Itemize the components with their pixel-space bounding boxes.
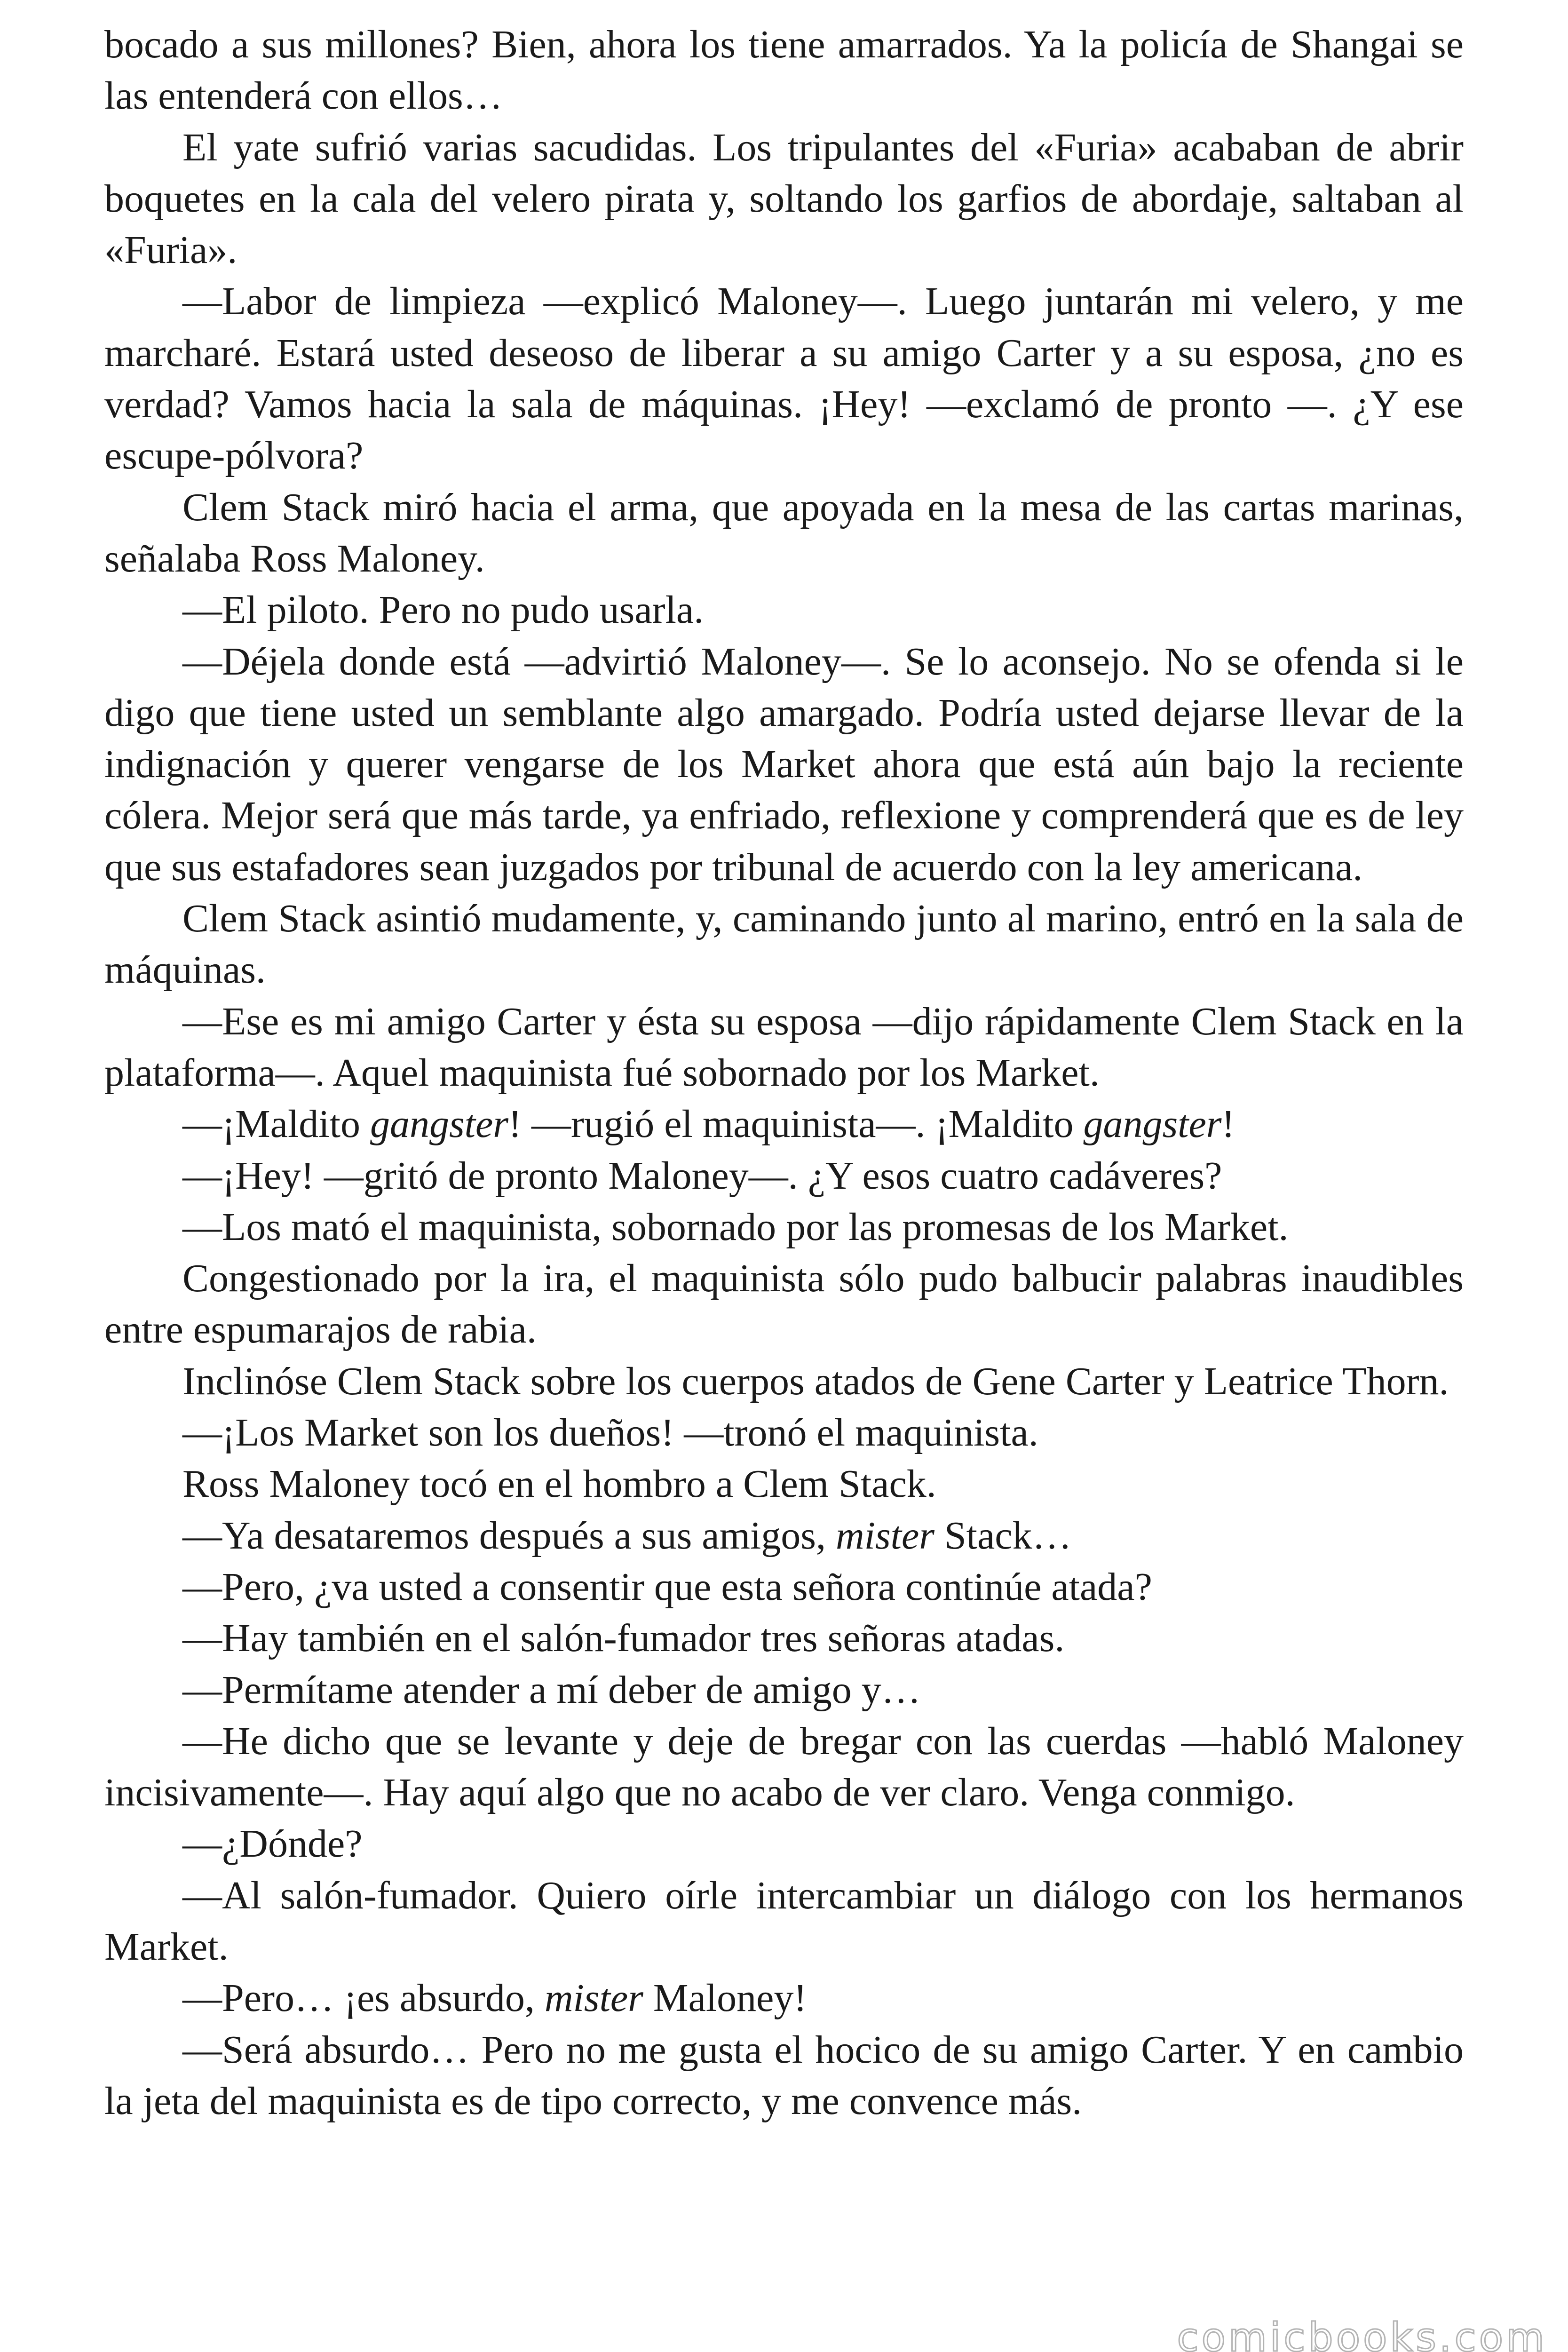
paragraph: El yate sufrió varias sacudidas. Los tripulantes del «Furia» acababan de abrir boquetes en la cala del velero pirata y, soltando los garfios de abordaje, saltaban al «Furia». bbox=[104, 125, 1464, 272]
watermark: comicbooks.com bbox=[1177, 2314, 1547, 2352]
italic-word: gangster bbox=[370, 1102, 508, 1146]
paragraph: Clem Stack miró hacia el arma, que apoyada en la mesa de las cartas marinas, señalaba Ross Maloney. bbox=[104, 485, 1464, 580]
paragraph: —¡Los Market son los dueños! —tronó el maquinista. bbox=[182, 1411, 1038, 1455]
paragraph: —Ese es mi amigo Carter y ésta su esposa —dijo rápidamente Clem Stack en la plataforma—. Aquel maquinista fué sobornado por los Market. bbox=[104, 999, 1464, 1095]
paragraph: —El piloto. Pero no pudo usarla. bbox=[182, 588, 704, 632]
book-page bbox=[104, 19, 1464, 2127]
italic-word: mister bbox=[544, 1976, 643, 2020]
paragraph: —¡Maldito gangster! —rugió el maquinista—. ¡Maldito gangster! bbox=[182, 1102, 1235, 1146]
paragraph: —Ya desataremos después a sus amigos, mister Stack… bbox=[182, 1513, 1072, 1557]
italic-word: mister bbox=[835, 1513, 934, 1557]
paragraph: Ross Maloney tocó en el hombro a Clem Stack. bbox=[182, 1462, 936, 1506]
paragraph: —Hay también en el salón-fumador tres señoras atadas. bbox=[182, 1616, 1065, 1661]
paragraph: —Permítame atender a mí deber de amigo y… bbox=[182, 1668, 921, 1712]
paragraph: —Labor de limpieza —explicó Maloney—. Luego juntarán mi velero, y me marcharé. Estará usted deseoso de liberar a su amigo Carter y a su esposa, ¿no es verdad? Vamos hacia la sala de máquinas. ¡Hey! —exclamó de pronto —. ¿Y ese escupe-pólvora? bbox=[104, 279, 1464, 478]
paragraph: bocado a sus millones? Bien, ahora los tiene amarrados. Ya la policía de Shangai se las entenderá con ellos… bbox=[104, 23, 1464, 118]
paragraph: Inclinóse Clem Stack sobre los cuerpos atados de Gene Carter y Leatrice Thorn. bbox=[182, 1359, 1449, 1403]
paragraph: —¿Dónde? bbox=[182, 1822, 363, 1866]
paragraph: —Será absurdo… Pero no me gusta el hocico de su amigo Carter. Y en cambio la jeta del maquinista es de tipo correcto, y me convence más. bbox=[104, 2027, 1464, 2123]
paragraph: Clem Stack asintió mudamente, y, caminando junto al marino, entró en la sala de máquinas. bbox=[104, 897, 1464, 992]
paragraph: —Pero, ¿va usted a consentir que esta señora continúe atada? bbox=[182, 1565, 1152, 1609]
paragraph: —He dicho que se levante y deje de bregar con las cuerdas —habló Maloney incisivamente—. Hay aquí algo que no acabo de ver claro. Venga conmigo. bbox=[104, 1719, 1464, 1815]
paragraph: —¡Hey! —gritó de pronto Maloney—. ¿Y esos cuatro cadáveres? bbox=[182, 1153, 1222, 1198]
paragraph: Congestionado por la ira, el maquinista sólo pudo balbucir palabras inaudibles entre espumarajos de rabia. bbox=[104, 1256, 1464, 1352]
paragraph: —Pero… ¡es absurdo, mister Maloney! bbox=[182, 1976, 807, 2020]
paragraph: —Al salón-fumador. Quiero oírle intercambiar un diálogo con los hermanos Market. bbox=[104, 1873, 1464, 1969]
paragraph: —Los mató el maquinista, sobornado por las promesas de los Market. bbox=[182, 1205, 1289, 1249]
paragraph: —Déjela donde está —advirtió Maloney—. Se lo aconsejo. No se ofenda si le digo que tiene usted un semblante algo amargado. Podría usted dejarse llevar de la indignación y querer vengarse de los Market ahora que está aún bajo la reciente cólera. Mejor será que más tarde, ya enfriado, reflexione y comprenderá que es de ley que sus estafadores sean juzgados por tribunal de acuerdo con la ley americana. bbox=[104, 639, 1464, 889]
italic-word: gangster bbox=[1083, 1102, 1222, 1146]
